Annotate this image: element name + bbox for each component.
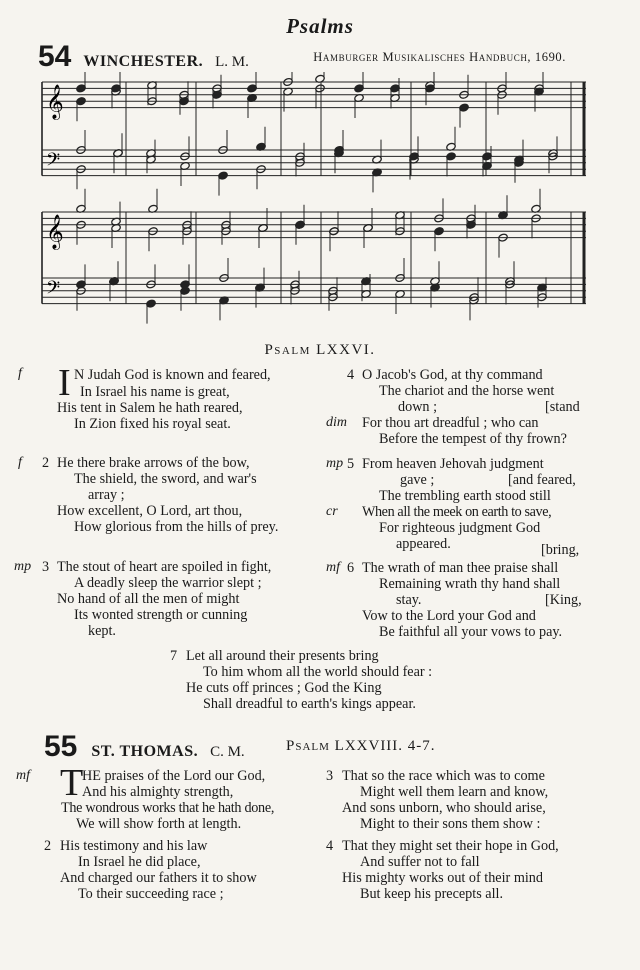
verse-line: When all the meek on earth to save, [362,504,552,520]
verse-line: [bring, [541,542,580,558]
meter: C. M. [210,744,245,760]
verse-line: For righteous judgment God [379,520,541,536]
hymn-number: 54 [38,40,72,73]
verse-line: That they might set their hope in God, [342,838,559,854]
verse-line: [King, [545,592,582,608]
verse-line: In Israel his name is great, [80,384,230,400]
verse-line: From heaven Jehovah judgment [362,456,544,472]
verse-line: Might well them learn and know, [360,784,549,800]
verse-line: The chariot and the horse went [379,383,555,399]
psalm-reference: Psalm LXXVIII. 4-7. [286,738,436,754]
verse-line: The stout of heart are spoiled in fight, [57,559,272,575]
hymn-55-heading [44,730,245,764]
verse-line: The wondrous works that he hath done, [61,800,275,816]
treble-clef: 𝄞 [46,214,64,250]
verse-line: HE praises of the Lord our God, [82,768,266,784]
dynamic-mark: f [18,366,22,381]
verse-line: The wrath of man thee praise shall [362,560,559,576]
verse-line: Vow to the Lord your God and [362,608,536,624]
verse-line: How excellent, O Lord, art thou, [57,503,243,519]
verse-line: gave ; [400,472,435,488]
verse-line: Might to their sons them show : [360,816,541,832]
verse-line: His tent in Salem he hath reared, [57,400,243,416]
psalm-76-title: Psalm LXXVI. [264,342,376,358]
verse-line: And charged our fathers it to show [60,870,257,886]
verse-line: down ; [398,399,438,415]
dynamic-mark: cr [326,504,338,519]
verse-line: Remaining wrath thy hand shall [379,576,561,592]
dynamic-mark: mf [16,768,30,783]
verse-line: How glorious from the hills of prey. [74,519,279,535]
dynamic-mark: mf [326,560,340,575]
meter: L. M. [215,54,249,70]
verse-line: [stand [545,399,580,415]
verse-number: 3 [326,768,334,784]
verse-line: Shall dreadful to earth's kings appear. [203,696,416,712]
bass-clef: 𝄢 [46,150,61,176]
verse-line: Be faithful all your vows to pay. [379,624,563,640]
dynamic-mark: f [18,455,22,470]
verse-line: The shield, the sword, and war's [74,471,257,487]
verse-line: His mighty works out of their mind [342,870,543,886]
treble-clef: 𝄞 [46,84,64,120]
drop-cap: I [58,362,71,404]
verse-number: 2 [42,455,50,471]
verse-line: O Jacob's God, at thy command [362,367,543,383]
tune-name: ST. THOMAS. [91,743,199,760]
verse-line: N Judah God is known and feared, [74,367,271,383]
verse-line: stay. [396,592,422,608]
tune-name: WINCHESTER. [83,53,204,70]
verse-number: 5 [347,456,355,472]
verse-line: The trembling earth stood still [379,488,551,504]
dynamic-mark: mp [326,456,344,471]
hymn-54-heading [38,40,249,74]
verse-number: 2 [44,838,52,854]
music-notation [36,72,588,330]
music-score-hymn-54 [36,72,588,330]
drop-cap: T [60,762,84,804]
verse-number: 6 [347,560,355,576]
hymn-number: 55 [44,730,78,763]
verse-line: Let all around their presents bring [186,648,379,664]
verse-line: array ; [88,487,125,503]
tune-source: Hamburger Musikalisches Handbuch, 1690. [313,50,566,64]
verse-line: In Israel he did place, [78,854,201,870]
verse-line: And sons unborn, who should arise, [342,800,546,816]
dynamic-mark: mp [14,559,32,574]
verse-line: He cuts off princes ; God the King [186,680,382,696]
page-header: Psalms [286,14,354,38]
bass-clef: 𝄢 [46,278,61,304]
verse-line: To their succeeding race ; [78,886,224,902]
verse-line: [and feared, [508,472,576,488]
verse-line: And suffer not to fall [360,854,480,870]
verse-line: kept. [88,623,116,639]
verse-line: He there brake arrows of the bow, [57,455,250,471]
verse-line: But keep his precepts all. [360,886,504,902]
dynamic-mark: dim [326,415,347,430]
verse-number: 4 [347,367,355,383]
verse-line: To him whom all the world should fear : [203,664,433,680]
verse-line: And his almighty strength, [82,784,234,800]
verse-line: A deadly sleep the warrior slept ; [74,575,262,591]
verse-line: Its wonted strength or cunning [74,607,248,623]
verse-number: 7 [170,648,178,664]
verse-line: We will show forth at length. [76,816,242,832]
verse-line: No hand of all the men of might [57,591,240,607]
verse-line: His testimony and his law [60,838,208,854]
verse-number: 3 [42,559,50,575]
verse-number: 4 [326,838,334,854]
verse-line: In Zion fixed his royal seat. [74,416,231,432]
verse-line: Before the tempest of thy frown? [379,431,567,447]
verse-line: appeared. [396,536,451,552]
verse-line: That so the race which was to come [342,768,545,784]
verse-line: For thou art dreadful ; who can [362,415,539,431]
